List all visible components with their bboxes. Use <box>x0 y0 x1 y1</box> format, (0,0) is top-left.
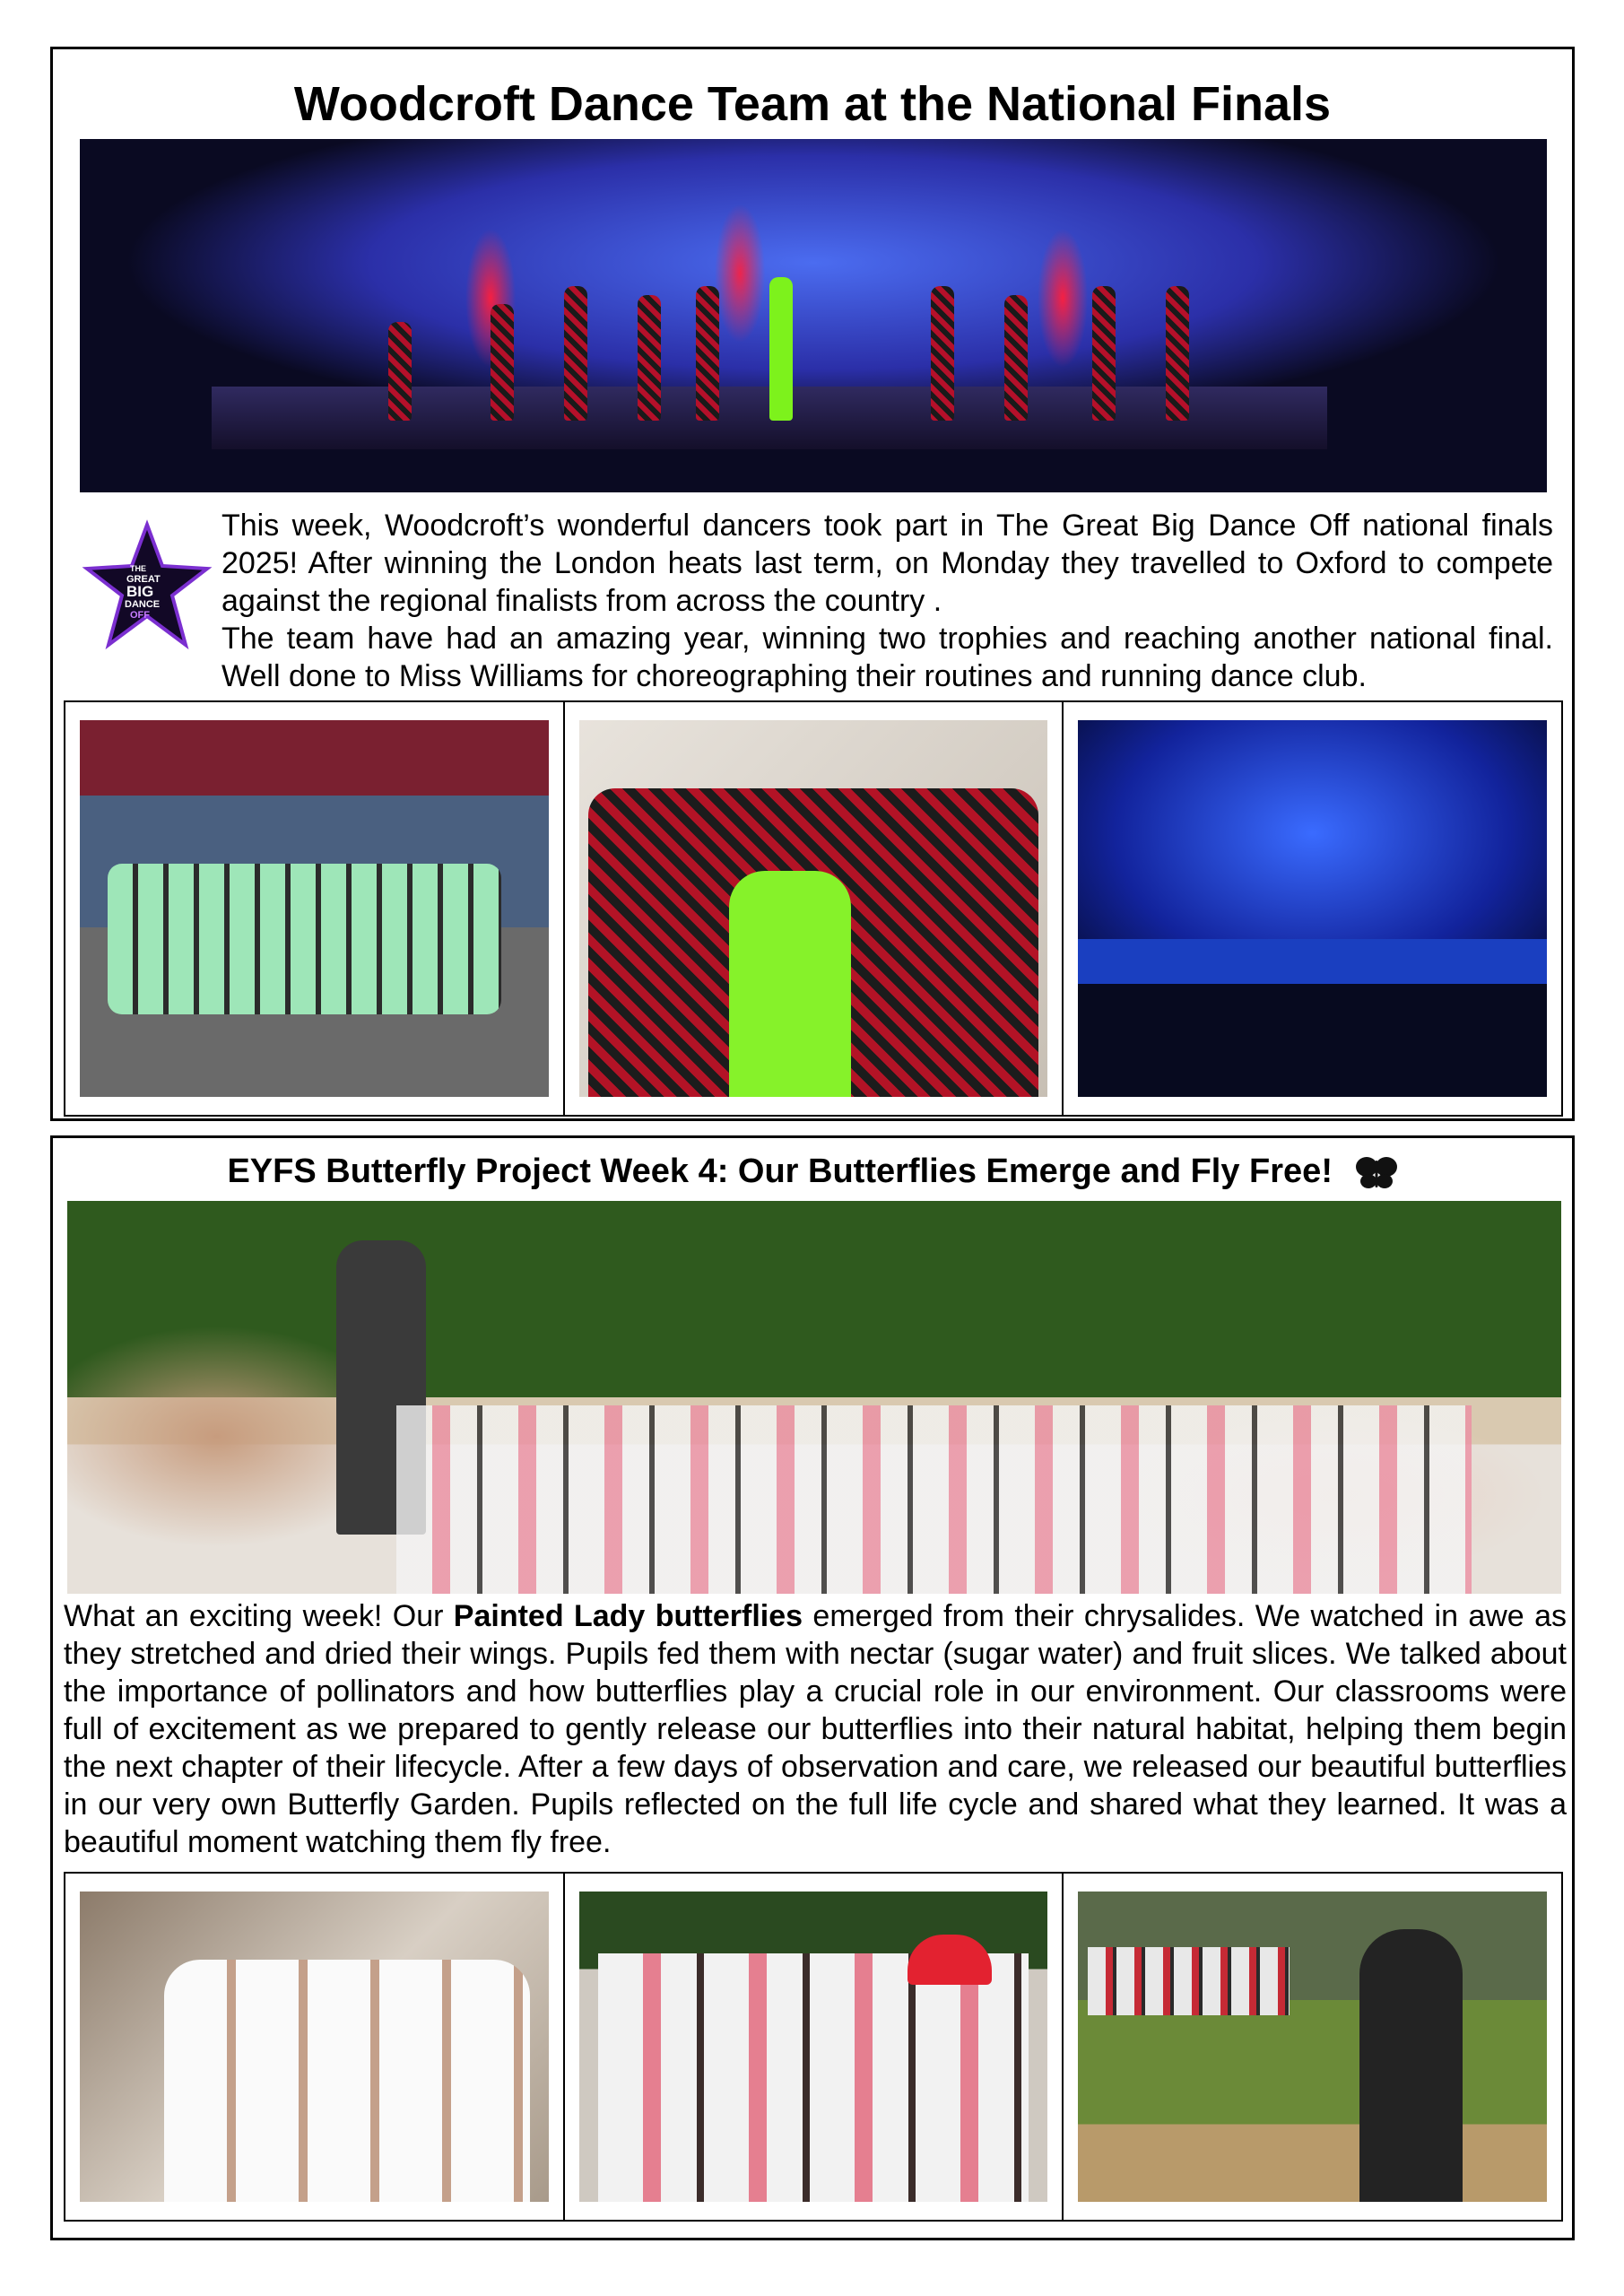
dancer <box>491 304 514 421</box>
section-title-text: EYFS Butterfly Project Week 4: Our Butterflies Emerge and Fly Free! <box>227 1152 1333 1190</box>
team-backstage-photo <box>579 720 1048 1097</box>
section-title: Woodcroft Dance Team at the National Finals <box>293 77 1332 131</box>
great-big-dance-off-logo <box>80 519 214 654</box>
dancer <box>769 277 793 421</box>
dance-stage-photo <box>80 139 1547 492</box>
butterfly-garden-release-photo <box>1078 1892 1547 2202</box>
dancer <box>638 295 661 421</box>
section-title <box>53 1152 1572 1191</box>
pupils-holding-butterflies-photo <box>80 1892 549 2202</box>
logo-word: OFF <box>130 610 150 621</box>
article-rest: emerged from their chrysalides. We watched in awe as they stretched and dried their wings. Pupils fed them with nectar (sugar water) and fruit slices. We talked about the importance of pollinators and how butterflies play a crucial role in our environment. Our classrooms were full of excitement as we prepared to gently release our butterflies into their natural habitat, helping them begin the next chapter of their lifecycle. After a few days of observation and care, we released our beautiful butterflies in our very own Butterfly Garden. Pupils reflected on the full life cycle and shared what they learned. It was a beautiful moment watching them fly free. <box>64 1599 1567 1859</box>
logo-word: DANCE <box>125 599 161 610</box>
pupils-watching-butterfly-photo <box>579 1892 1048 2202</box>
photo-cell <box>1064 702 1561 1115</box>
article-bold: Painted Lady butterflies <box>453 1599 803 1633</box>
dancer <box>696 286 719 421</box>
team-street-photo <box>80 720 549 1097</box>
article-intro: What an exciting week! Our <box>64 1599 454 1633</box>
butterfly-garden-photo <box>67 1201 1561 1594</box>
logo-word: GREAT <box>126 574 161 585</box>
logo-word: BIG <box>126 583 154 600</box>
article-paragraph: This week, Woodcroft’s wonderful dancers took part in The Great Big Dance Off national finals 2025! After winning the London heats last term, on Monday they travelled to Oxford to compete against the regional finalists from across the country . <box>221 509 1553 618</box>
photo-cell <box>1064 1874 1561 2220</box>
photo-cell <box>565 1874 1064 2220</box>
photo-cell <box>565 702 1064 1115</box>
article-paragraph: The team have had an amazing year, winning two trophies and reaching another national final. Well done to Miss Williams for choreographing their routines and running dance club. <box>221 622 1553 693</box>
dance-team-section <box>50 47 1575 1121</box>
photo-cell <box>65 1874 565 2220</box>
dancer <box>1004 295 1028 421</box>
dance-article-text <box>221 507 1553 695</box>
dancer <box>931 286 954 421</box>
butterfly-article-text <box>64 1597 1567 1861</box>
photo-cell <box>65 702 565 1115</box>
butterfly-project-section <box>50 1135 1575 2240</box>
team-performance-photo <box>1078 720 1547 1097</box>
dance-photo-grid <box>64 700 1563 1117</box>
dancer <box>1166 286 1189 421</box>
butterfly-icon <box>1355 1155 1398 1191</box>
dancer <box>564 286 587 421</box>
dancer <box>1092 286 1116 421</box>
article-paragraph <box>64 1597 1567 1861</box>
butterfly-photo-grid <box>64 1872 1563 2222</box>
dancer <box>388 322 412 421</box>
logo-word: THE <box>130 564 146 573</box>
